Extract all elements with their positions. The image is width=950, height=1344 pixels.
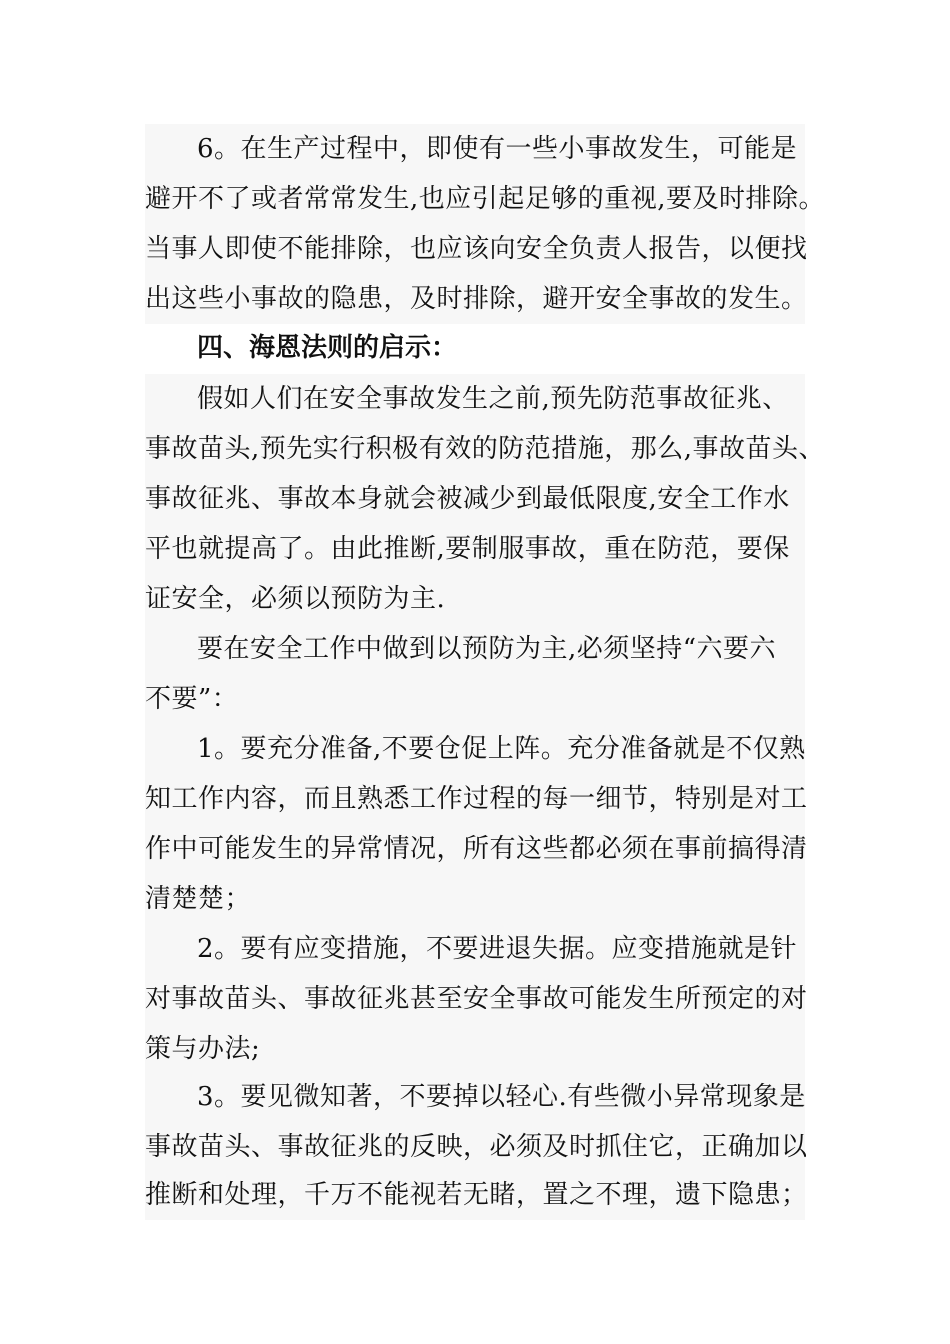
item-3-line-2: 事故苗头、事故征兆的反映，必须及时抓住它，正确加以	[145, 1132, 808, 1162]
main-content	[145, 374, 826, 1220]
item-1-line-4: 清楚楚；	[145, 884, 252, 914]
paragraph-6	[145, 124, 826, 324]
item-3-line-3: 推断和处理，千万不能视若无睹，置之不理，遗下隐患；	[145, 1180, 808, 1210]
item-3-line-1: 3。要见微知著，不要掉以轻心.有些微小异常现象是	[197, 1082, 806, 1112]
item-1-line-2: 知工作内容，而且熟悉工作过程的每一细节，特别是对工	[145, 784, 808, 814]
item-2-line-3: 策与办法;	[145, 1034, 261, 1064]
paragraph-6-line-3: 当事人即使不能排除，也应该向安全负责人报告，以便找	[145, 234, 808, 264]
paragraph-intro-line-1: 假如人们在安全事故发生之前,预先防范事故征兆、	[197, 384, 789, 414]
paragraph-6-line-2: 避开不了或者常常发生,也应引起足够的重视,要及时排除。	[145, 184, 826, 214]
paragraph-six-line-1: 要在安全工作中做到以预防为主,必须坚持“六要六	[197, 634, 777, 664]
paragraph-intro-line-3: 事故征兆、事故本身就会被减少到最低限度,安全工作水	[145, 484, 790, 514]
paragraph-six-line-2: 不要”：	[145, 684, 239, 714]
paragraph-intro-line-2: 事故苗头,预先实行积极有效的防范措施，那么,事故苗头、	[145, 434, 826, 464]
paragraph-intro-line-5: 证安全，必须以预防为主.	[145, 584, 446, 614]
item-1-line-1: 1。要充分准备,不要仓促上阵。充分准备就是不仅熟	[197, 734, 806, 764]
item-2-line-1: 2。要有应变措施，不要进退失据。应变措施就是针	[197, 934, 798, 964]
paragraph-6-line-4: 出这些小事故的隐患，及时排除，避开安全事故的发生。	[145, 284, 808, 314]
paragraph-intro-line-4: 平也就提高了。由此推断,要制服事故，重在防范，要保	[145, 534, 790, 564]
section-heading-4: 四、海恩法则的启示：	[197, 333, 458, 363]
item-1-line-3: 作中可能发生的异常情况，所有这些都必须在事前搞得清	[145, 834, 808, 864]
item-2-line-2: 对事故苗头、事故征兆甚至安全事故可能发生所预定的对	[145, 984, 808, 1014]
paragraph-6-line-1: 6。在生产过程中，即使有一些小事故发生，可能是	[197, 134, 798, 164]
